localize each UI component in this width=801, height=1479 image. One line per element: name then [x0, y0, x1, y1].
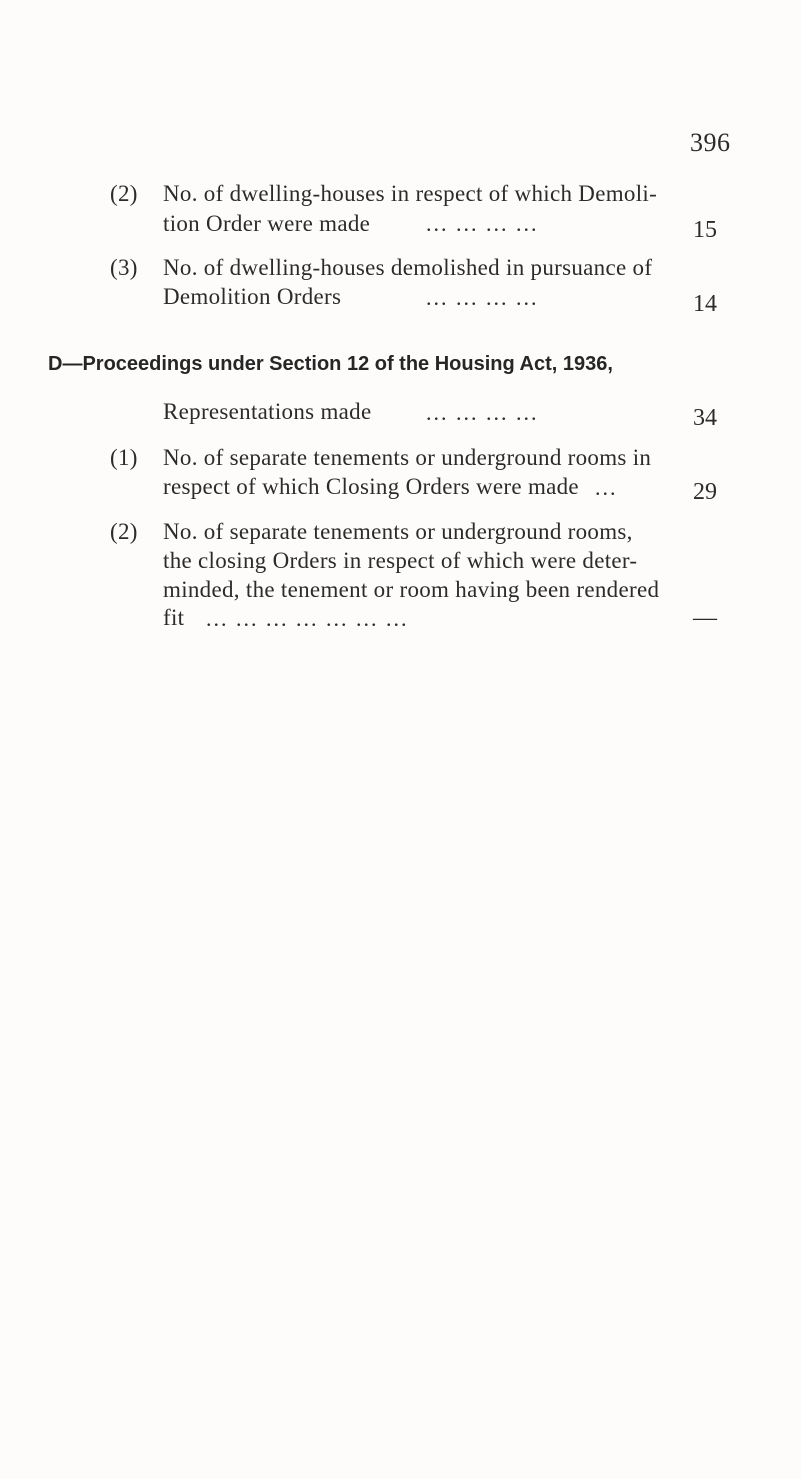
d-item-1-leader-dots: ... — [595, 475, 618, 500]
representations-label: Representations made — [163, 399, 372, 424]
d-item-2-line3: minded, the tenement or room having been rendered — [163, 577, 660, 602]
d-item-1-value: 29 — [693, 479, 717, 505]
item-2-line2: tion Order were made — [163, 211, 371, 236]
d-item-1-line2: respect of which Closing Orders were made — [163, 474, 579, 499]
d-item-2-line1: No. of separate tenements or underground rooms, — [163, 519, 633, 544]
d-item-2-leader-dots: ... ... ... ... ... ... ... — [206, 606, 409, 631]
page-number: 396 — [690, 128, 731, 157]
d-item-2-line4: fit — [163, 605, 185, 630]
item-3-value: 14 — [693, 291, 717, 317]
d-item-2-value: — — [693, 605, 717, 631]
representations-value: 34 — [693, 405, 717, 431]
item-2-line1: No. of dwelling-houses in respect of which Demoli- — [163, 181, 658, 206]
item-2-marker: (2) — [110, 181, 138, 206]
d-item-2-marker: (2) — [110, 519, 138, 544]
item-3-leader-dots: ... ... ... ... — [426, 285, 539, 310]
section-d-heading: D—Proceedings under Section 12 of the Housing Act, 1936, — [48, 353, 613, 375]
item-3-line2: Demolition Orders — [163, 284, 342, 309]
item-2-leader-dots: ... ... ... ... — [426, 211, 539, 236]
d-item-2-line2: the closing Orders in respect of which were deter- — [163, 548, 638, 573]
d-item-1-line1: No. of separate tenements or underground rooms in — [163, 445, 652, 470]
d-item-1-marker: (1) — [110, 445, 138, 470]
item-3-marker: (3) — [110, 255, 138, 280]
representations-leader-dots: ... ... ... ... — [426, 400, 539, 425]
item-2-value: 15 — [693, 217, 717, 243]
item-3-line1: No. of dwelling-houses demolished in pursuance of — [163, 255, 653, 280]
